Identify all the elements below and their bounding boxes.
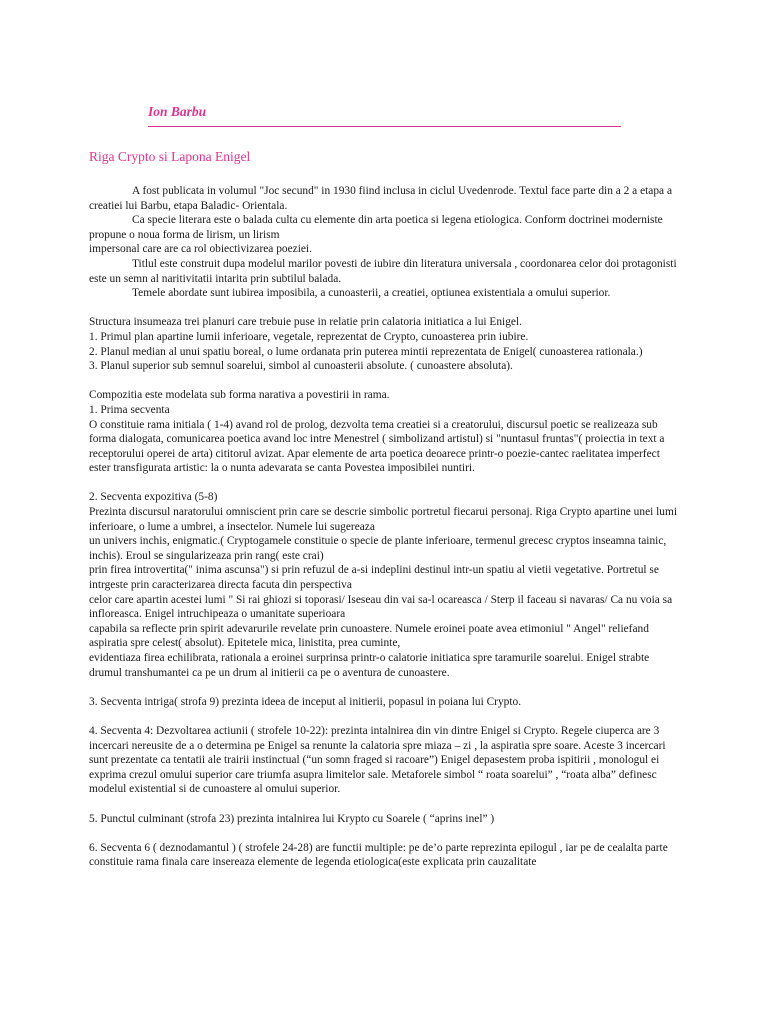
document-title: Riga Crypto si Lapona Enigel bbox=[89, 149, 251, 164]
secventa2-line-6: capabila sa reflecte prin spirit adevarurile revelate prin cunoastere. Numele eroinei poate avea etimoniul " Angel" reliefand aspiratia spre celest( absolut). Epitetele mica, linistita, prea cuminte, bbox=[89, 622, 649, 650]
compozitia-line-1: Compozitia este modelata sub forma narativa a povestirii in rama. bbox=[89, 389, 390, 402]
secventa2-line-7: evidentiaza firea echilibrata, rationala a eroinei surprinsa printr-o calatorie initiatica spre taramurile soarelui. Enigel strabte drumul transhumantei ca pe un drum al initierii ca pe o aventura de cunoastere. bbox=[89, 652, 650, 679]
spacer bbox=[89, 301, 679, 316]
spacer bbox=[89, 680, 679, 695]
intro-paragraph-2: Ca specie literara este o balada culta cu elemente din arta poetica si legena etiologica. Conform doctrinei moderniste propune o noua forma de lirism, un lirism bbox=[89, 214, 663, 241]
secventa3-paragraph: 3. Secventa intriga( strofa 9) prezinta ideea de inceput al initierii, popasul in poiana lui Crypto. bbox=[89, 695, 522, 708]
spacer bbox=[89, 826, 679, 841]
spacer bbox=[89, 374, 679, 389]
spacer bbox=[89, 476, 679, 491]
compozitia-line-2: 1. Prima secventa bbox=[89, 403, 170, 416]
spacer bbox=[89, 709, 679, 724]
author-heading: Ion Barbu bbox=[148, 104, 207, 119]
intro-paragraph-1: A fost publicata in volumul "Joc secund" in 1930 fiind inclusa in ciclul Uvedenrode. Textul face parte din a 2 a etapa a creatiei lui Barbu, etapa Baladic- Orientala. bbox=[89, 185, 673, 212]
intro-paragraph-6: Temele abordate sunt iubirea imposibila, a cunoasterii, a creatiei, optiunea existentiala a omului superior. bbox=[132, 287, 611, 300]
intro-paragraph-3: impersonal care are ca rol obiectivizarea poeziei. bbox=[89, 243, 312, 256]
intro-paragraph-5: este un semn al naritivitatii intarita prin subtilul balada. bbox=[89, 272, 342, 285]
secventa2-line-1: 2. Secventa expozitiva (5-8) bbox=[89, 491, 218, 504]
intro-paragraph-4: Titlul este construit dupa modelul marilor povesti de iubire din literatura universala , coordonarea celor doi protagonisti bbox=[132, 257, 677, 270]
secventa2-line-2: Prezinta discursul naratorului omniscient prin care se descrie simbolic portretul fiecarui personaj. Riga Crypto apartine unei lumi inferioare, o lume a umbrei, a insectelor. Numele lui sugereaza bbox=[89, 506, 678, 533]
secventa4-paragraph: 4. Secventa 4: Dezvoltarea actiunii ( strofele 10-22): prezinta intalnirea din vin dintre Enigel si Crypto. Regele ciuperca are 3 incercari nereusite de a o determina pe Enigel sa renunte la calatoria spre miaza – zi , la aspiratia spre soare. Aceste 3 incercari sunt prezentate ca tentatii ale trairii instinctual (“un somn fraged si racoare”) Enigel depasestem proba ispitirii , monologul ei exprima crezul omului superior care triumfa asupra limitelor sale. Metaforele simbol “ roata soarelui” , “roata alba” definesc modelul existential si de cunoastere al omului superior. bbox=[89, 724, 666, 796]
heading-rule bbox=[148, 126, 621, 127]
secventa2-line-3: un univers inchis, enigmatic.( Cryptogamele constituie o specie de plante inferioare, termenul grecesc cryptos inseamna tainic, inchis). Eroul se singularizeaza prin rang( este crai) bbox=[89, 535, 667, 562]
structura-line-2: 1. Primul plan apartine lumii inferioare, vegetale, reprezentat de Crypto, cunoasterea prin iubire. bbox=[89, 330, 529, 343]
structura-line-1: Structura insumeaza trei planuri care trebuie puse in relatie prin calatoria initiatica a lui Enigel. bbox=[89, 316, 522, 329]
secventa2-line-5: celor care apartin acestei lumi " Si rai ghiozi si toporasi/ Iseseau din vai sa-l ocareasca / Sterp il faceau si navaras/ Ca nu voia sa infloreasca. Enigel intruchipeaza o umanitate superioara bbox=[89, 593, 673, 621]
secventa6-paragraph: 6. Secventa 6 ( deznodamantul ) ( strofele 24-28) are functii multiple: pe de’o parte reprezinta epilogul , iar pe de cealalta parte constituie rama finala care insereaza elemente de legenda etiologica(este explicata prin cauzalitate bbox=[89, 841, 668, 869]
document-body bbox=[89, 184, 679, 870]
compozitia-line-3: O constituie rama initiala ( 1-4) avand rol de prolog, dezvolta tema creatiei si a creatorului, discursul poetic se realizeaza sub forma dialogata, comunicarea poetica avand loc intre Menestrel ( simbolizand artistul) si "nuntasul fruntas"( proiectia in text a receptorului operei de arta) cititorul avizat. Apar elemente de arta poetica deoarece printr-o poezie-cantec raelitatea imperfect ester transfigurata artistic: la o nunta adevarata se canta Povestea imposibilei nuntiri. bbox=[89, 418, 665, 475]
structura-line-4: 3. Planul superior sub semnul soarelui, simbol al cunoasterii absolute. ( cunoastere absoluta). bbox=[89, 360, 513, 373]
spacer bbox=[89, 797, 679, 812]
structura-line-3: 2. Planul median al unui spatiu boreal, o lume ordanata prin puterea mintii reprezentata de Enigel( cunoasterea rationala.) bbox=[89, 345, 643, 358]
secventa2-line-4: prin firea introvertita(" inima ascunsa") si prin refuzul de a-si indeplini destinul intr-un spatiu al vietii vegetative. Portretul se intrgeste prin caracterizarea directa facuta din perspectiva bbox=[89, 564, 659, 592]
secventa5-paragraph: 5. Punctul culminant (strofa 23) prezinta intalnirea lui Krypto cu Soarele ( “aprins inel” ) bbox=[89, 812, 495, 825]
